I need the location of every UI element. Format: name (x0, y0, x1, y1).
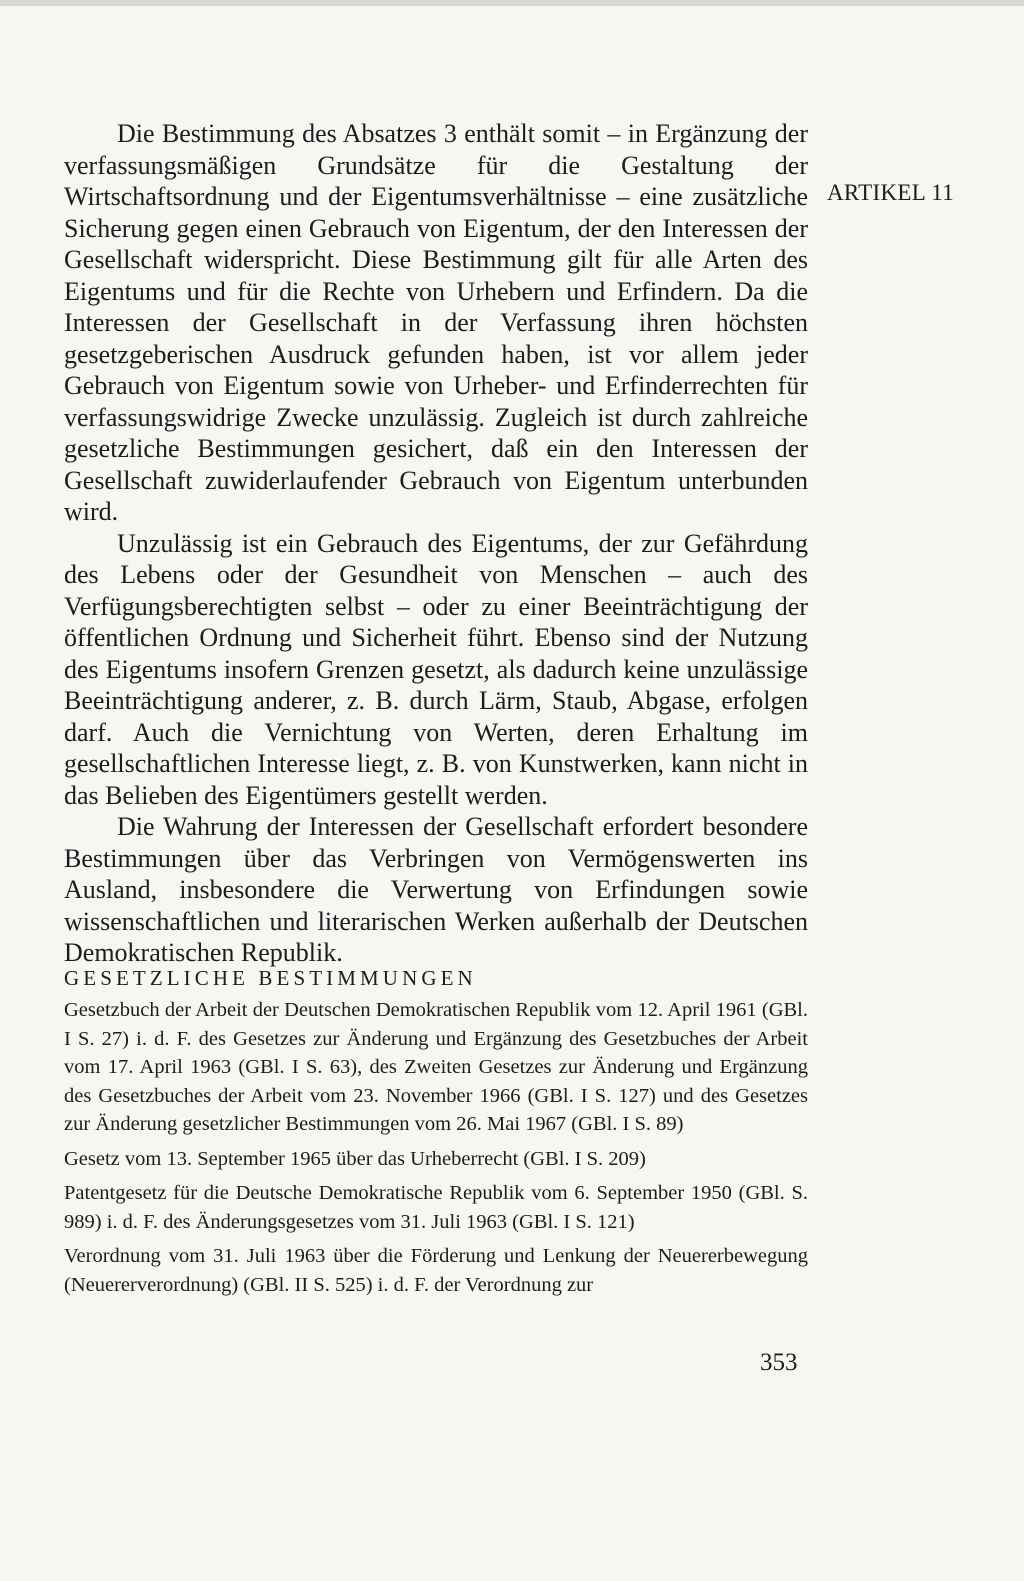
law-reference: Gesetz vom 13. September 1965 über das Urheberrecht (GBl. I S. 209) (64, 1147, 646, 1170)
body-paragraph: Unzulässig ist ein Gebrauch des Eigentums, der zur Gefährdung des Lebens oder der Gesundheit von Menschen – auch des Verfügungsberechtigten selbst – oder zu einer Beeinträchtigung der öffentlichen Ordnung und Sicherheit führt. Ebenso sind der Nutzung des Eigentums insofern Grenzen gesetzt, als dadurch keine unzulässige Beeinträchtigung anderer, z. B. durch Lärm, Staub, Abgase, erfolgen darf. Auch die Vernichtung von Werten, deren Erhaltung im gesellschaftlichen Interesse liegt, z. B. von Kunstwerken, kann nicht in das Belieben des Eigentümers gestellt werden. (64, 528, 808, 810)
body-paragraph: Die Wahrung der Interessen der Gesellschaft erfordert besondere Bestimmungen über das Verbringen von Vermögenswerten ins Ausland, insbesondere die Verwertung von Erfindungen sowie wissenschaftlichen und literarischen Werken außerhalb der Deutschen Demokratischen Republik. (64, 812, 808, 967)
law-reference: Verordnung vom 31. Juli 1963 über die Förderung und Lenkung der Neuererbewegung (Neuererverordnung) (GBl. II S. 525) i. d. F. der Verordnung zur (64, 1245, 808, 1296)
margin-note-article: ARTIKEL 11 (827, 180, 955, 205)
scan-top-edge (0, 0, 1024, 6)
body-text (64, 118, 808, 969)
page-number: 353 (760, 1349, 798, 1376)
section-heading: GESETZLICHE BESTIMMUNGEN (64, 966, 477, 990)
law-reference: Patentgesetz für die Deutsche Demokratische Republik vom 6. September 1950 (GBl. S. 989) i. d. F. des Änderungsgesetzes vom 31. Juli 1963 (GBl. I S. 121) (64, 1182, 808, 1233)
law-reference: Gesetzbuch der Arbeit der Deutschen Demokratischen Republik vom 12. April 1961 (GBl. I S. 27) i. d. F. des Gesetzes zur Änderung und Ergänzung des Gesetzbuches der Arbeit vom 17. April 1963 (GBl. I S. 63), des Zweiten Gesetzes zur Änderung und Ergänzung des Gesetzbuches der Arbeit vom 23. November 1966 (GBl. I S. 127) und des Gesetzes zur Änderung gesetzlicher Bestimmungen vom 26. Mai 1967 (GBl. I S. 89) (64, 999, 808, 1135)
body-paragraph: Die Bestimmung des Absatzes 3 enthält somit – in Ergänzung der verfassungsmäßigen Grundsätze für die Gestaltung der Wirtschaftsordnung und der Eigentumsverhältnisse – eine zusätzliche Sicherung gegen einen Gebrauch von Eigentum, der den Interessen der Gesellschaft widerspricht. Diese Bestimmung gilt für alle Arten des Eigentums und für die Rechte von Urhebern und Erfindern. Da die Interessen der Gesellschaft in der Verfassung ihren höchsten gesetzgeberischen Ausdruck gefunden haben, ist vor allem jeder Gebrauch von Eigentum sowie von Urheber- und Erfinderrechten für verfassungswidrige Zwecke unzulässig. Zugleich ist durch zahlreiche gesetzliche Bestimmungen gesichert, daß ein den Interessen der Gesellschaft zuwiderlaufender Gebrauch von Eigentum unterbunden wird. (64, 119, 808, 526)
law-references (64, 996, 808, 1305)
